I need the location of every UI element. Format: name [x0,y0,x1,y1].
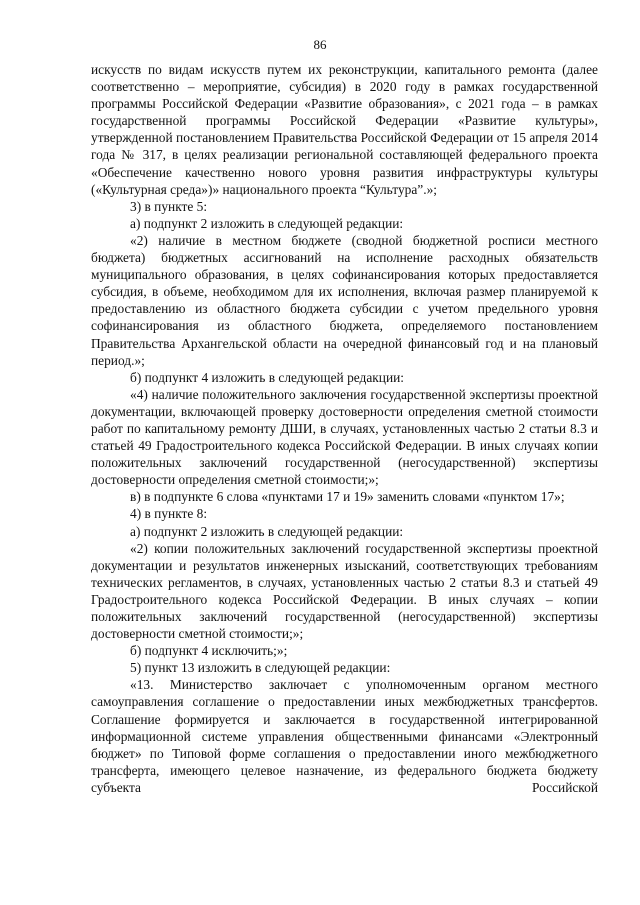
paragraph: б) подпункт 4 изложить в следующей редакции: [130,369,405,385]
paragraph: а) подпункт 2 изложить в следующей редакции: [130,523,404,539]
paragraph: «2) копии положительных заключений государственной экспертизы проектной документации и результатов инженерных изысканий, соответствующих требованиям технических регламентов, в случаях, установленных частью 2 статьи 8.3 и статьей 49 Градостроительного кодекса Российской Федерации. В иных случаях – копии положительных заключений государственной (негосударственной) экспертизы достоверности сметной стоимости;»; [91,540,598,642]
paragraph: «2) наличие в местном бюджете (сводной бюджетной росписи местного бюджета) бюджетных ассигнований на исполнение расходных обязательств муниципального образования, в целях софинансирования которых предоставляется субсидия, в объеме, необходимом для их исполнения, включая размер планируемой к предоставлению из областного бюджета субсидии с учетом предельного уровня софинансирования из областного бюджета, определяемого постановлением Правительства Архангельской области на очередной финансовый год и на плановый период.»; [91,232,598,368]
document-body [91,61,598,796]
paragraph: в) в подпункте 6 слова «пунктами 17 и 19» заменить словами «пунктом 17»; [130,489,565,505]
paragraph: 5) пункт 13 изложить в следующей редакции: [130,660,391,676]
page-number: 86 [313,37,327,52]
paragraph: 4) в пункте 8: [130,506,208,522]
paragraph: «4) наличие положительного заключения государственной экспертизы проектной документации, включающей проверку достоверности определения сметной стоимости работ по капитальному ремонту ДШИ, в случаях, установленных частью 2 статьи 8.3 и статьей 49 Градостроительного кодекса Российской Федерации. В иных случаях копии положительных заключений государственной (негосударственной) экспертизы достоверности определения сметной стоимости;»; [91,386,598,488]
paragraph: искусств по видам искусств путем их реконструкции, капитального ремонта (далее соответственно – мероприятие, субсидия) в 2020 году в рамках государственной программы Российской Федерации «Развитие образования», с 2021 года – в рамках государственной программы Российской Федерации «Развитие культуры», утвержденной постановлением Правительства Российской Федерации от 15 апреля 2014 года № 317, в целях реализации региональной составляющей федерального проекта «Обеспечение качественно нового уровня развития инфраструктуры культуры («Культурная среда»)» национального проекта “Культура”.»; [91,62,598,197]
paragraph: а) подпункт 2 изложить в следующей редакции: [130,215,404,231]
paragraph: «13. Министерство заключает с уполномоченным органом местного самоуправления соглашение о предоставлении иных межбюджетных трансфертов. Соглашение формируется и заключается в государственной интегрированной информационной системе управления общественными финансами «Электронный бюджет» по Типовой форме соглашения о предоставлении иного межбюджетного трансферта, имеющего целевое назначение, из федерального бюджета бюджету субъекта Российской [91,677,598,795]
paragraph: б) подпункт 4 исключить;»; [130,643,288,659]
paragraph: 3) в пункте 5: [130,198,208,214]
